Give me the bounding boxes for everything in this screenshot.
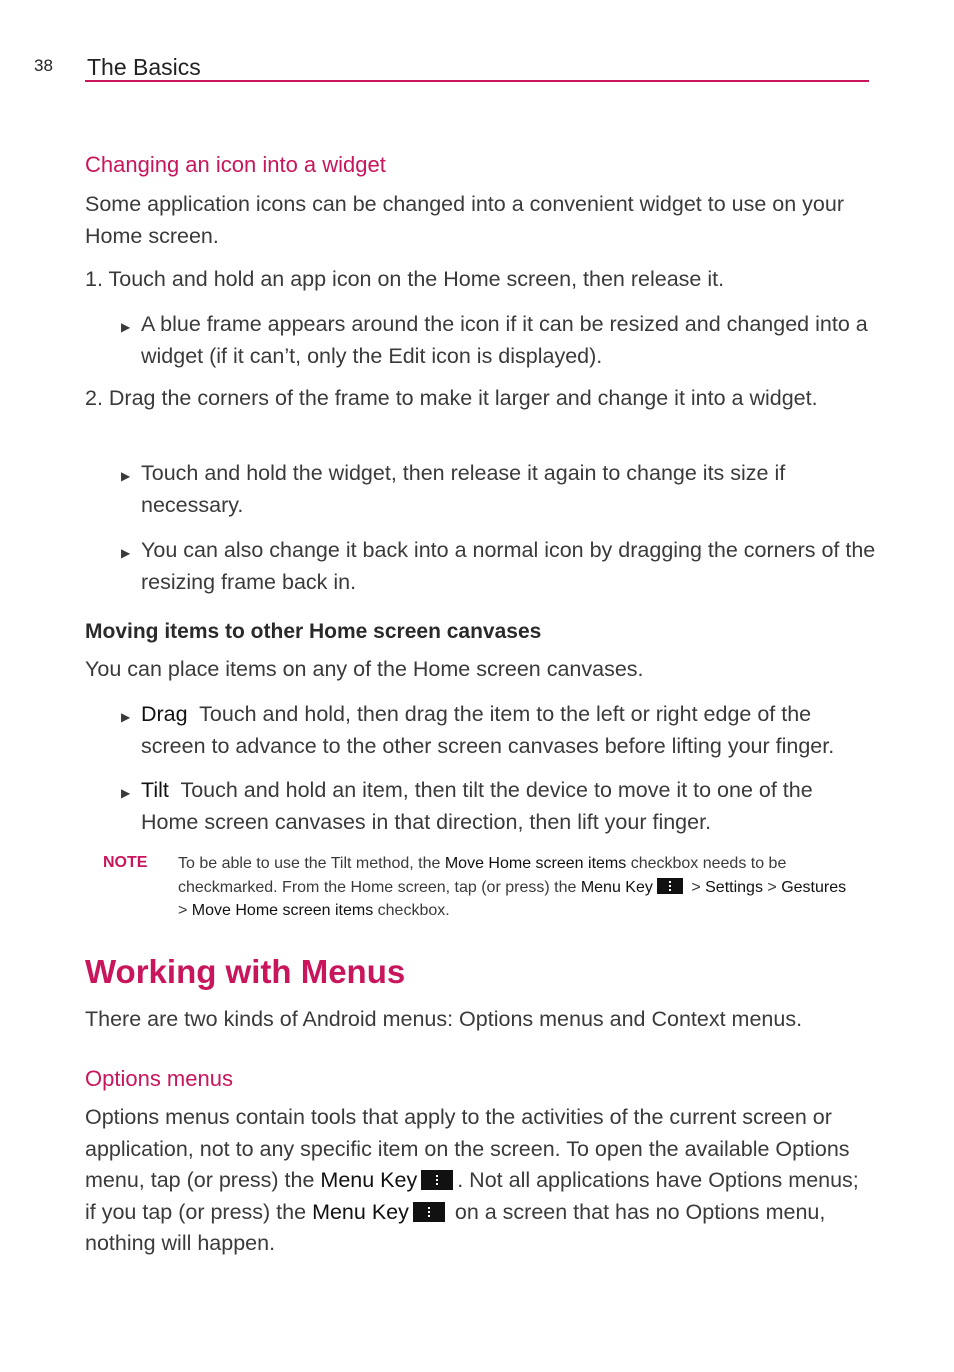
step-2-bullet-1: Touch and hold the widget, then release it again to change its size if necessary. [141,461,786,517]
options-menu-key-label: Menu Key [312,1199,409,1224]
menu-key-icon [413,1202,445,1222]
note-menu-key-label: Menu Key [580,878,653,896]
note-text-1: To be able to use the Tilt method, the [178,855,441,872]
options-paragraph [85,1102,860,1260]
tilt-item [141,775,876,838]
bullet-arrow-icon: ▶ [121,469,131,483]
note-text-3: checkbox. [377,902,450,919]
page-number: 38 [34,56,53,75]
menu-key-icon [657,878,683,894]
tilt-term: Tilt [141,778,169,802]
bullet-arrow-icon: ▶ [121,710,131,724]
moving-intro: You can place items on any of the Home screen canvases. [85,657,644,681]
moving-heading: Moving items to other Home screen canvases [85,620,542,643]
changing-heading: Changing an icon into a widget [85,152,386,177]
note-settings: Settings [705,878,763,896]
options-heading: Options menus [85,1066,233,1091]
drag-text: Touch and hold, then drag the item to the left or right edge of the screen to advance to the other screen canvases before lifting your finger. [141,702,835,758]
note-sep: > [767,878,777,896]
options-text-3: on a screen that has no Options menu, nothing will happen. [85,1199,826,1255]
step-1: 1. Touch and hold an app icon on the Home screen, then release it. [85,267,725,291]
menus-heading: Working with Menus [85,953,406,990]
tilt-text: Touch and hold an item, then tilt the device to move it to one of the Home screen canvases in that direction, then lift your finger. [141,778,813,834]
drag-term: Drag [141,702,188,726]
drag-item [141,699,871,762]
options-text-2: . Not all applications have Options menus; if you tap (or press) the [85,1168,859,1224]
step-2-bullet-2: You can also change it back into a normal icon by dragging the corners of the resizing frame back in. [141,538,876,594]
step-1-bullet: A blue frame appears around the icon if it can be resized and changed into a widget (if it can’t, only the Edit icon is displayed). [141,312,868,368]
header-rule [85,80,869,82]
bullet-arrow-icon: ▶ [121,786,131,800]
note-move-home-items: Move Home screen items [191,902,374,919]
menu-key-icon [421,1170,453,1190]
note-gestures: Gestures [781,878,847,896]
bullet-arrow-icon: ▶ [121,320,131,334]
note-sep: > [178,902,188,919]
note-setting-move-home: Move Home screen items [444,855,627,872]
note-label: NOTE [103,854,148,871]
section-title: The Basics [87,54,201,80]
menus-intro: There are two kinds of Android menus: Options menus and Context menus. [85,1007,803,1031]
note-text [178,852,858,923]
changing-intro: Some application icons can be changed into a convenient widget to use on your Home screen. [85,192,844,248]
bullet-arrow-icon: ▶ [121,546,131,560]
note-sep: > [691,878,701,896]
options-text-1: Options menus contain tools that apply to the activities of the current screen or application, not to any specific item on the screen. To open the available Options menu, tap (or press) the [85,1105,850,1192]
note-text-2: checkbox needs to be checkmarked. From the Home screen, tap (or press) the [178,855,787,896]
step-2: 2. Drag the corners of the frame to make it larger and change it into a widget. [85,386,818,410]
options-menu-key-label: Menu Key [320,1168,418,1192]
